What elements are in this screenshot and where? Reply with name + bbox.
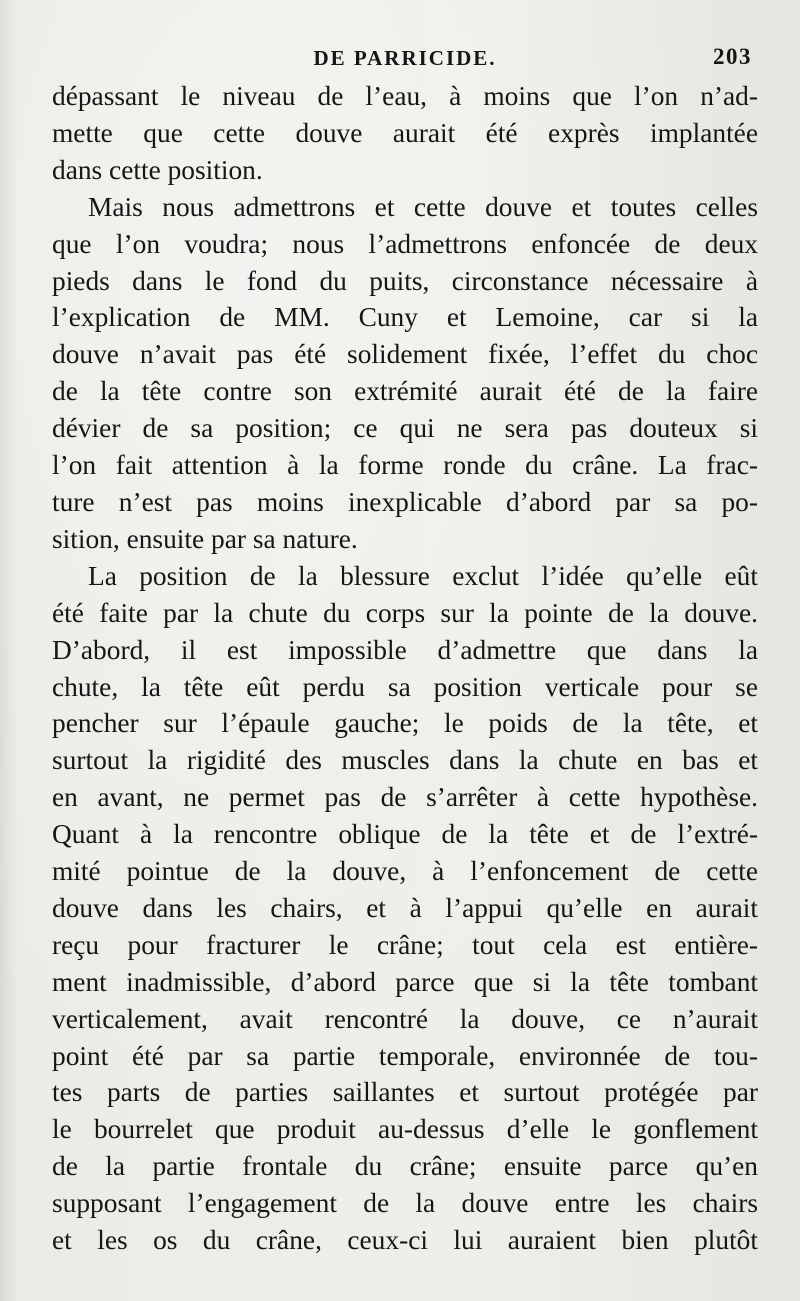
text-line: de la tête contre son extrémité aurait été de la faire <box>52 376 758 407</box>
text-line: La position de la blessure exclut l’idée qu’elle eût <box>88 560 758 591</box>
text-line: tes parts de parties saillantes et surtout protégée par <box>52 1077 758 1108</box>
text-line: verticalement, avait rencontré la douve, ce n’aurait <box>52 1003 758 1034</box>
text-line: pieds dans le fond du puits, circonstance nécessaire à <box>52 265 758 296</box>
running-head: DE PARRICIDE. <box>313 46 497 70</box>
text-line: surtout la rigidité des muscles dans la chute en bas et <box>52 745 758 776</box>
text-line: dans cette position. <box>52 154 263 185</box>
text-line: douve n’avait pas été solidement fixée, l’effet du choc <box>52 339 758 370</box>
text-line: mette que cette douve aurait été exprès implantée <box>52 117 758 148</box>
text-line: été faite par la chute du corps sur la pointe de la douve. <box>52 597 758 628</box>
text-line: ment inadmissible, d’abord parce que si la tête tombant <box>52 966 758 997</box>
text-line: l’explication de MM. Cuny et Lemoine, car si la <box>52 302 758 333</box>
text-line: ture n’est pas moins inexplicable d’abord par sa po- <box>52 486 758 517</box>
text-line: reçu pour fracturer le crâne; tout cela est entière- <box>52 929 758 960</box>
text-line: que l’on voudra; nous l’admettrons enfoncée de deux <box>52 228 758 259</box>
text-line: sition, ensuite par sa nature. <box>52 523 358 554</box>
text-line: Mais nous admettrons et cette douve et toutes celles <box>88 191 758 222</box>
text-line: supposant l’engagement de la douve entre les chairs <box>52 1188 758 1219</box>
text-line: pencher sur l’épaule gauche; le poids de la tête, et <box>52 708 758 739</box>
page-header <box>52 38 758 74</box>
text-line: l’on fait attention à la forme ronde du crâne. La frac- <box>52 450 758 481</box>
text-line: le bourrelet que produit au-dessus d’elle le gonflement <box>52 1114 758 1145</box>
page-number: 203 <box>713 44 752 69</box>
text-line: de la partie frontale du crâne; ensuite parce qu’en <box>52 1151 758 1182</box>
text-line: douve dans les chairs, et à l’appui qu’elle en aurait <box>52 892 758 923</box>
text-line: D’abord, il est impossible d’admettre que dans la <box>52 634 758 665</box>
text-line: et les os du crâne, ceux-ci lui auraient bien plutôt <box>52 1225 758 1256</box>
text-line: Quant à la rencontre oblique de la tête et de l’extré- <box>52 819 758 850</box>
text-line: mité pointue de la douve, à l’enfoncement de cette <box>52 856 758 887</box>
text-line: chute, la tête eût perdu sa position verticale pour se <box>52 671 758 702</box>
text-line: dépassant le niveau de l’eau, à moins que l’on n’ad- <box>52 81 758 111</box>
text-line: en avant, ne permet pas de s’arrêter à cette hypothèse. <box>52 782 758 813</box>
text-line: dévier de sa position; ce qui ne sera pas douteux si <box>52 413 758 444</box>
body-text <box>52 78 758 1259</box>
text-line: point été par sa partie temporale, environnée de tou- <box>52 1040 758 1071</box>
